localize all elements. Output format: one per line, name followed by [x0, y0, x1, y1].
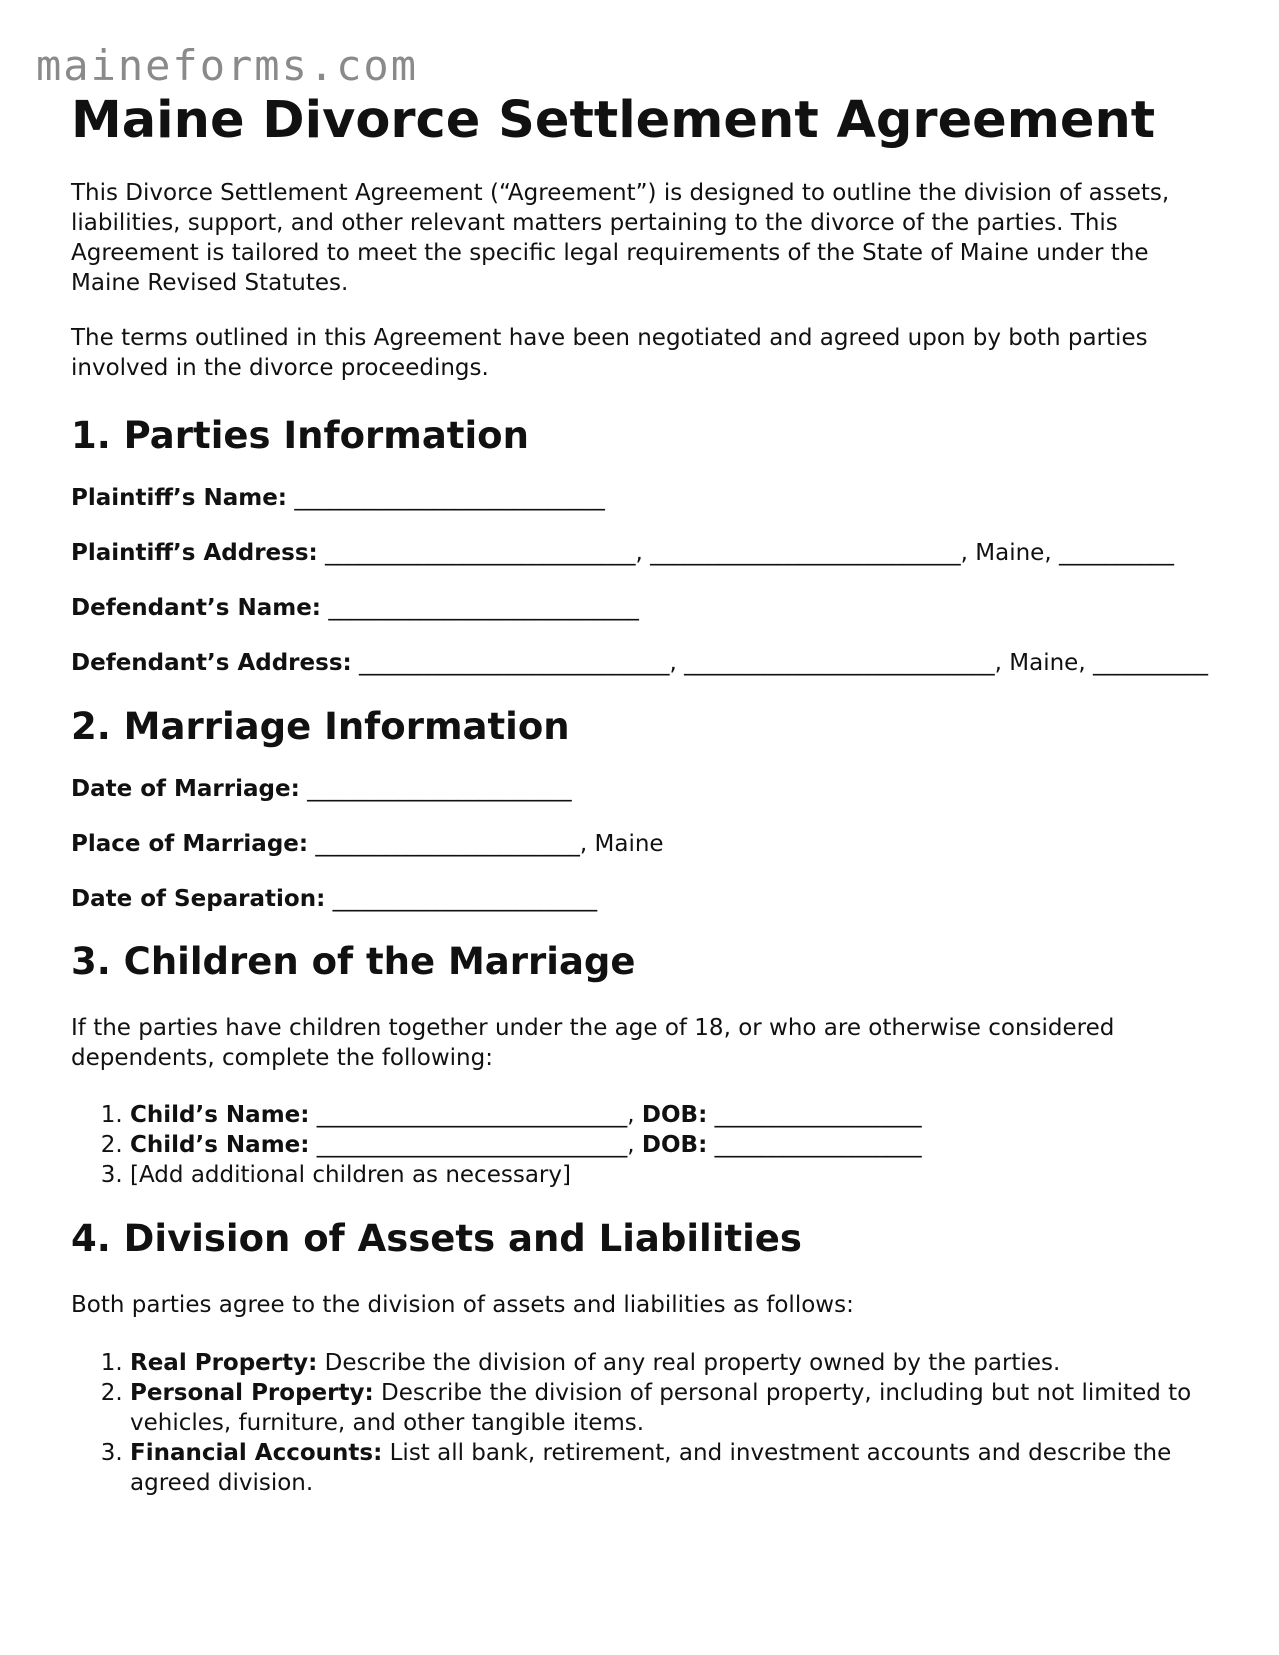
child-dob-blank[interactable]: __________________ [714, 1102, 922, 1128]
plaintiff-address-blank[interactable]: ___________________________, ___________________________, Maine, __________ [325, 540, 1174, 566]
child-name-blank[interactable]: ___________________________ [316, 1132, 628, 1158]
defendant-address-field [71, 648, 1221, 678]
asset-item-label: Financial Accounts: [130, 1440, 383, 1466]
assets-intro: Both parties agree to the division of assets and liabilities as follows: [71, 1292, 854, 1318]
asset-item-text: List all bank, retirement, and investment accounts and describe the agreed division. [130, 1440, 1172, 1496]
asset-item-label: Personal Property: [130, 1380, 374, 1406]
date-of-separation-label: Date of Separation: [71, 886, 326, 912]
date-of-marriage-field [71, 774, 1221, 804]
place-of-marriage-field [71, 829, 1221, 859]
plaintiff-name-field [71, 483, 1221, 513]
intro-paragraph-2: The terms outlined in this Agreement have been negotiated and agreed upon by both parties involved in the divorce proceedings. [71, 325, 1148, 381]
defendant-address-label: Defendant’s Address: [71, 650, 352, 676]
list-item [130, 1438, 1221, 1498]
list-item [130, 1348, 1221, 1378]
section-heading-marriage: 2. Marriage Information [71, 705, 570, 748]
plaintiff-name-label: Plaintiff’s Name: [71, 485, 287, 511]
place-of-marriage-label: Place of Marriage: [71, 831, 309, 857]
date-of-separation-field [71, 884, 1221, 914]
plaintiff-name-blank[interactable]: ___________________________ [294, 485, 605, 511]
defendant-name-field [71, 593, 1221, 623]
intro-paragraph-1: This Divorce Settlement Agreement (“Agreement”) is designed to outline the division of assets, liabilities, support, and other relevant matters pertaining to the divorce of the parties. This Agreement is tailored to meet the specific legal requirements of the State of Maine under the Maine Revised Statutes. [71, 180, 1170, 296]
list-item [130, 1378, 1221, 1438]
list-item: 1. Child’s Name: ___________________________, DOB: __________________ [130, 1100, 1221, 1130]
children-list [71, 1100, 1221, 1190]
document-page [71, 88, 1221, 1498]
child-name-blank[interactable]: ___________________________ [316, 1102, 628, 1128]
defendant-name-blank[interactable]: ___________________________ [328, 595, 639, 621]
assets-list [71, 1348, 1221, 1498]
plaintiff-address-label: Plaintiff’s Address: [71, 540, 318, 566]
list-item: 2. Child’s Name: ___________________________, DOB: __________________ [130, 1130, 1221, 1160]
section-heading-assets: 4. Division of Assets and Liabilities [71, 1217, 802, 1260]
child-name-label: Child’s Name: [130, 1132, 310, 1158]
document-title: Maine Divorce Settlement Agreement [71, 91, 1156, 150]
section-heading-parties: 1. Parties Information [71, 414, 529, 457]
asset-item-text: Describe the division of personal property, including but not limited to vehicles, furniture, and other tangible items. [130, 1380, 1192, 1436]
section-heading-children: 3. Children of the Marriage [71, 940, 636, 983]
child-dob-blank[interactable]: __________________ [714, 1132, 922, 1158]
children-intro: If the parties have children together under the age of 18, or who are otherwise considered dependents, complete the following: [71, 1015, 1115, 1071]
date-of-separation-blank[interactable]: _______________________ [332, 886, 598, 912]
asset-item-text: Describe the division of any real property owned by the parties. [324, 1350, 1061, 1376]
defendant-name-label: Defendant’s Name: [71, 595, 321, 621]
site-watermark: maineforms.com [36, 41, 419, 90]
list-item: 3. [Add additional children as necessary] [130, 1160, 1221, 1190]
place-of-marriage-blank[interactable]: _______________________, Maine [315, 831, 664, 857]
child-dob-label: DOB: [641, 1102, 708, 1128]
child-name-label: Child’s Name: [130, 1102, 310, 1128]
plaintiff-address-field [71, 538, 1221, 568]
defendant-address-blank[interactable]: ___________________________, ___________________________, Maine, __________ [359, 650, 1208, 676]
date-of-marriage-blank[interactable]: _______________________ [307, 776, 572, 802]
child-dob-label: DOB: [641, 1132, 708, 1158]
date-of-marriage-label: Date of Marriage: [71, 776, 300, 802]
asset-item-label: Real Property: [130, 1350, 318, 1376]
